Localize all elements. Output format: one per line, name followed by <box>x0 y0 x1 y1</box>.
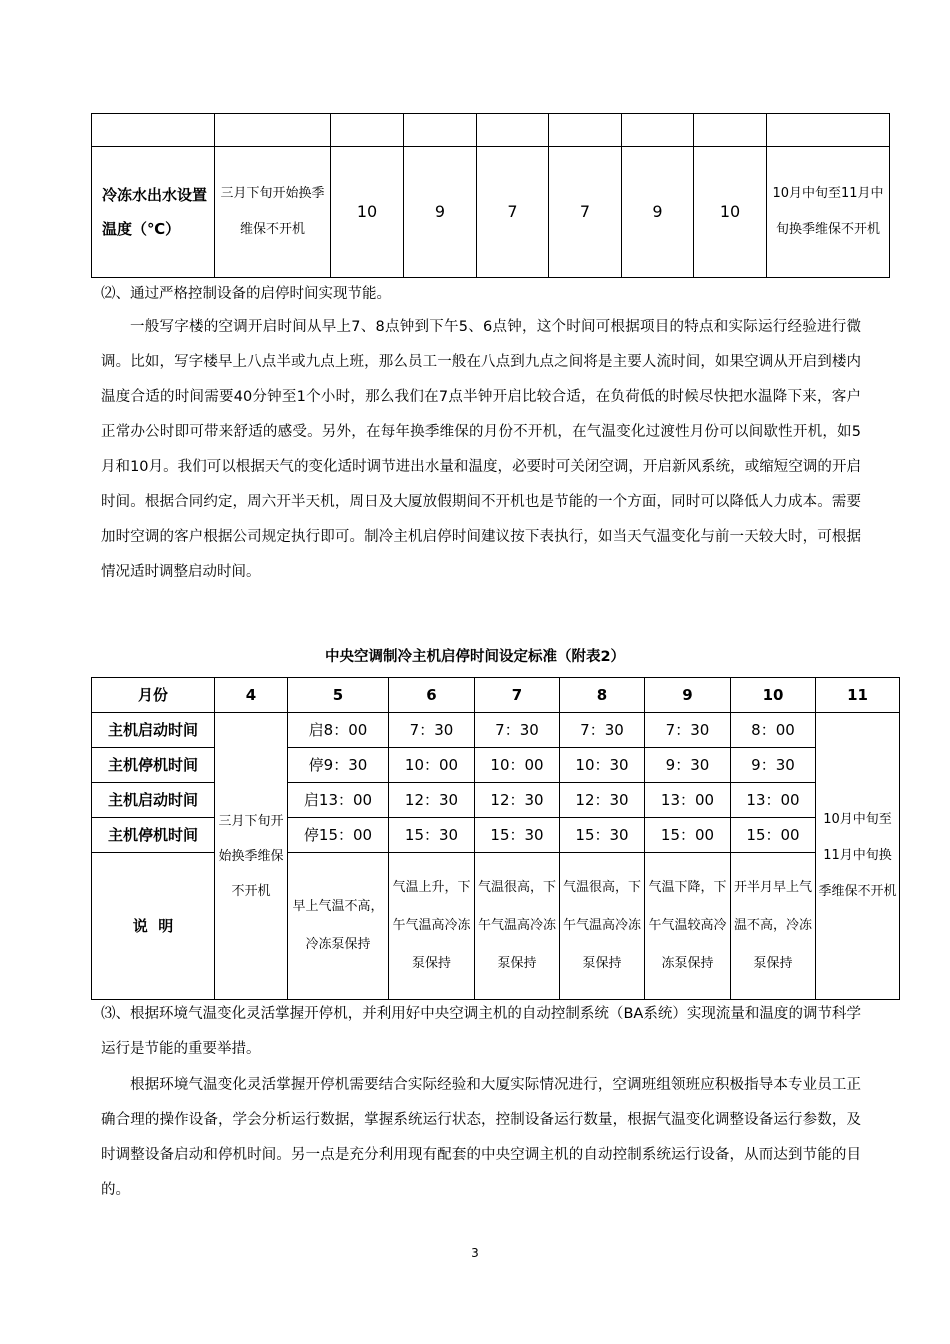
table-cell: 15：30 <box>389 818 475 853</box>
header-cell: 11 <box>816 678 900 713</box>
table-cell: 10：00 <box>389 748 475 783</box>
table-cell: 气温很高，下午气温高冷冻泵保持 <box>560 853 645 1000</box>
paragraph: ⑶、根据环境气温变化灵活掌握开停机，并利用好中央空调主机的自动控制系统（BA系统）实现流量和温度的调节科学运行是节能的重要举措。 <box>101 1006 861 1057</box>
table-header-row <box>92 678 900 713</box>
table-cell: 10月中旬至11月中旬换季维保不开机 <box>816 713 900 1000</box>
table-cell: 7 <box>477 147 549 278</box>
header-cell: 9 <box>645 678 731 713</box>
table-cell: 9 <box>622 147 694 278</box>
table-row <box>92 114 890 147</box>
paragraph: 一般写字楼的空调开启时间从早上7、8点钟到下午5、6点钟，这个时间可根据项目的特点和实际运行经验进行微调。比如，写字楼早上八点半或九点上班，那么员工一般在八点到九点之间将是主要人流时间，如果空调从开启到楼内温度合适的时间需要40分钟至1个小时，那么我们在7点半钟开启比较合适，在负荷低的时候尽快把水温降下来，客户正常办公时即可带来舒适的感受。另外，在每年换季维保的月份不开机，在气温变化过渡性月份可以间歇性开机，如5月和10月。我们可以根据天气的变化适时调节进出水量和温度，必要时可关闭空调，开启新风系统，或缩短空调的开启时间。根据合同约定，周六开半天机，周日及大厦放假期间不开机也是节能的一个方面，同时可以降低人力成本。需要加时空调的客户根据公司规定执行即可。制冷主机启停时间建议按下表执行，如当天气温变化与前一天较大时，可根据情况适时调整启动时间。 <box>101 319 861 580</box>
table-cell: 气温上升，下午气温高冷冻泵保持 <box>389 853 475 1000</box>
header-cell: 7 <box>475 678 560 713</box>
header-cell: 10 <box>731 678 816 713</box>
row-label: 主机启动时间 <box>92 713 215 748</box>
table-cell: 15：00 <box>645 818 731 853</box>
table-cell: 停15：00 <box>288 818 389 853</box>
table-cell: 三月下旬开始换季维保不开机 <box>215 147 331 278</box>
paragraph: ⑵、通过严格控制设备的启停时间实现节能。 <box>101 286 391 302</box>
table-cell: 启8：00 <box>288 713 389 748</box>
table-cell: 三月下旬开始换季维保不开机 <box>215 713 288 1000</box>
header-cell: 5 <box>288 678 389 713</box>
table-cell: 7：30 <box>645 713 731 748</box>
table-cell: 15：30 <box>560 818 645 853</box>
table-cell: 12：30 <box>475 783 560 818</box>
table-cell: 10：30 <box>560 748 645 783</box>
table-cell: 12：30 <box>560 783 645 818</box>
header-cell: 8 <box>560 678 645 713</box>
table-cell: 10月中旬至11月中旬换季维保不开机 <box>767 147 890 278</box>
header-cell: 月份 <box>92 678 215 713</box>
row-label: 主机停机时间 <box>92 748 215 783</box>
table-cell: 开半月早上气温不高，冷冻泵保持 <box>731 853 816 1000</box>
table-row <box>92 818 900 853</box>
row-label: 主机停机时间 <box>92 818 215 853</box>
table-cell: 停9：30 <box>288 748 389 783</box>
table-cell: 12：30 <box>389 783 475 818</box>
paragraph: 根据环境气温变化灵活掌握开停机需要结合实际经验和大厦实际情况进行，空调班组领班应积极指导本专业员工正确合理的操作设备，学会分析运行数据，掌握系统运行状态，控制设备运行数量，根据气温变化调整设备运行参数，及时调整设备启动和停机时间。另一点是充分利用现有配套的中央空调主机的自动控制系统运行设备，从而达到节能的目的。 <box>101 1077 861 1198</box>
table-cell: 7：30 <box>389 713 475 748</box>
table-cell: 7：30 <box>560 713 645 748</box>
table-cell: 10 <box>331 147 404 278</box>
table-cell: 9 <box>404 147 477 278</box>
start-stop-table <box>91 677 900 1000</box>
table-row <box>92 147 890 278</box>
row-label: 冷冻水出水设置温度（℃） <box>92 147 215 278</box>
table-cell: 7：30 <box>475 713 560 748</box>
table-cell: 9：30 <box>645 748 731 783</box>
table-row <box>92 783 900 818</box>
row-label: 主机启动时间 <box>92 783 215 818</box>
header-cell: 4 <box>215 678 288 713</box>
table-cell: 早上气温不高，冷冻泵保持 <box>288 853 389 1000</box>
row-label: 说 明 <box>92 853 215 1000</box>
page-number: 3 <box>471 1246 479 1260</box>
table-cell: 10：00 <box>475 748 560 783</box>
table-cell: 13：00 <box>731 783 816 818</box>
table-cell: 8：00 <box>731 713 816 748</box>
table-row <box>92 713 900 748</box>
table-row <box>92 853 900 1000</box>
table-row <box>92 748 900 783</box>
table-cell: 13：00 <box>645 783 731 818</box>
table-caption: 中央空调制冷主机启停时间设定标准（附表2） <box>324 649 626 665</box>
table-cell: 9：30 <box>731 748 816 783</box>
table-cell: 启13：00 <box>288 783 389 818</box>
table-cell: 10 <box>694 147 767 278</box>
header-cell: 6 <box>389 678 475 713</box>
table-cell: 7 <box>549 147 622 278</box>
temperature-table <box>91 113 890 278</box>
table-cell: 气温很高，下午气温高冷冻泵保持 <box>475 853 560 1000</box>
table-cell: 15：30 <box>475 818 560 853</box>
table-cell: 气温下降，下午气温较高冷冻泵保持 <box>645 853 731 1000</box>
table-cell: 15：00 <box>731 818 816 853</box>
